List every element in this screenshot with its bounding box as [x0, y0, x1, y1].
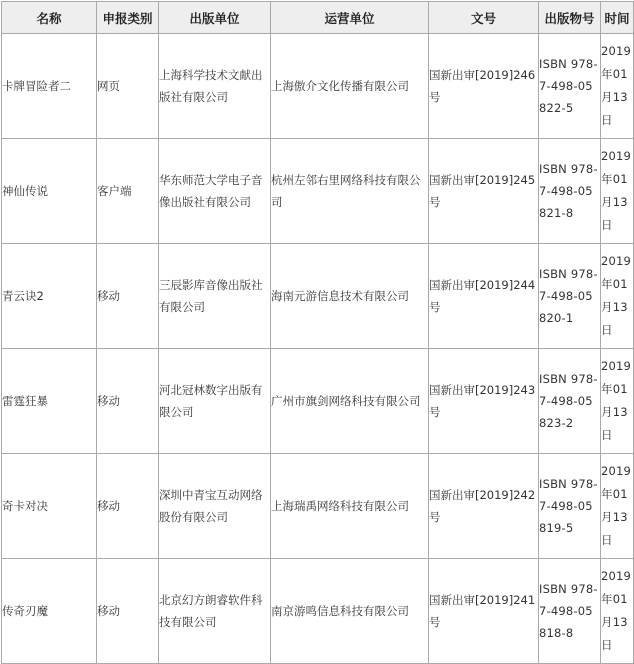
cell-category: 移动: [97, 454, 159, 559]
cell-publisher: 华东师范大学电子音像出版社有限公司: [159, 139, 271, 244]
cell-doc-no: 国新出审[2019]242号: [429, 454, 539, 559]
table-row: [2, 349, 634, 454]
approval-table: [1, 1, 634, 664]
cell-category: 网页: [97, 34, 159, 139]
cell-date: 2019年01月13日: [601, 454, 634, 559]
cell-isbn: ISBN 978-7-498-05821-8: [539, 139, 601, 244]
header-category: 申报类别: [97, 2, 159, 34]
cell-operator: 上海傲介文化传播有限公司: [271, 34, 429, 139]
table-row: [2, 454, 634, 559]
cell-doc-no: 国新出审[2019]241号: [429, 559, 539, 664]
cell-operator: 南京游鸣信息科技有限公司: [271, 559, 429, 664]
cell-date: 2019年01月13日: [601, 349, 634, 454]
table-row: [2, 139, 634, 244]
cell-name: 雷霆狂暴: [2, 349, 97, 454]
cell-publisher: 深圳中青宝互动网络股份有限公司: [159, 454, 271, 559]
cell-doc-no: 国新出审[2019]246号: [429, 34, 539, 139]
cell-doc-no: 国新出审[2019]245号: [429, 139, 539, 244]
cell-isbn: ISBN 978-7-498-05820-1: [539, 244, 601, 349]
cell-operator: 杭州左邻右里网络科技有限公司: [271, 139, 429, 244]
cell-date: 2019年01月13日: [601, 34, 634, 139]
cell-publisher: 河北冠林数字出版有限公司: [159, 349, 271, 454]
table-row: [2, 34, 634, 139]
cell-name: 卡牌冒险者二: [2, 34, 97, 139]
cell-date: 2019年01月13日: [601, 244, 634, 349]
cell-operator: 海南元游信息技术有限公司: [271, 244, 429, 349]
table-header-row: [2, 2, 634, 34]
table-row: [2, 559, 634, 664]
cell-date: 2019年01月13日: [601, 559, 634, 664]
cell-name: 神仙传说: [2, 139, 97, 244]
cell-name: 奇卡对决: [2, 454, 97, 559]
cell-doc-no: 国新出审[2019]244号: [429, 244, 539, 349]
cell-category: 客户端: [97, 139, 159, 244]
header-operator: 运营单位: [271, 2, 429, 34]
cell-operator: 上海瑞禹网络科技有限公司: [271, 454, 429, 559]
cell-isbn: ISBN 978-7-498-05818-8: [539, 559, 601, 664]
cell-date: 2019年01月13日: [601, 139, 634, 244]
cell-publisher: 上海科学技术文献出版社有限公司: [159, 34, 271, 139]
cell-name: 青云诀2: [2, 244, 97, 349]
header-date: 时间: [601, 2, 634, 34]
header-doc-no: 文号: [429, 2, 539, 34]
cell-isbn: ISBN 978-7-498-05823-2: [539, 349, 601, 454]
header-name: 名称: [2, 2, 97, 34]
header-isbn: 出版物号: [539, 2, 601, 34]
cell-category: 移动: [97, 244, 159, 349]
cell-publisher: 三辰影库音像出版社有限公司: [159, 244, 271, 349]
cell-category: 移动: [97, 349, 159, 454]
cell-doc-no: 国新出审[2019]243号: [429, 349, 539, 454]
cell-isbn: ISBN 978-7-498-05819-5: [539, 454, 601, 559]
table-row: [2, 244, 634, 349]
cell-category: 移动: [97, 559, 159, 664]
cell-publisher: 北京幻方朗睿软件科技有限公司: [159, 559, 271, 664]
cell-operator: 广州市旗剑网络科技有限公司: [271, 349, 429, 454]
cell-name: 传奇刃魔: [2, 559, 97, 664]
cell-isbn: ISBN 978-7-498-05822-5: [539, 34, 601, 139]
header-publisher: 出版单位: [159, 2, 271, 34]
